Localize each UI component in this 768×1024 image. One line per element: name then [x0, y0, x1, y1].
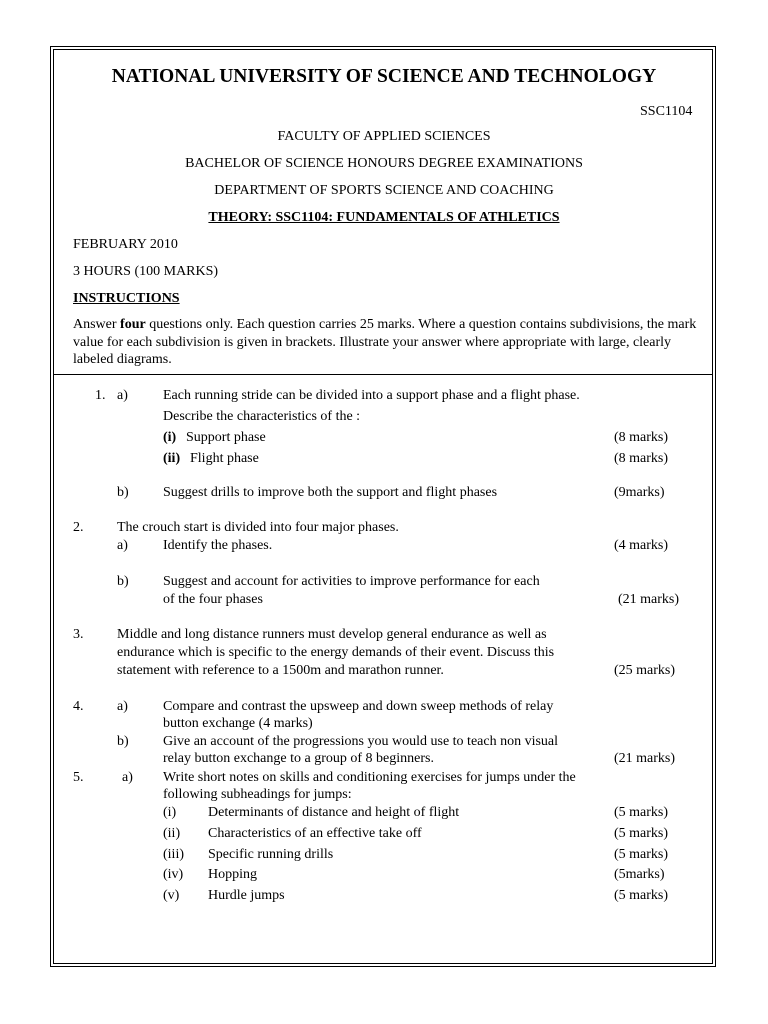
- q1-a-label: a): [117, 388, 128, 403]
- q1-i-marks: (8 marks): [614, 430, 669, 445]
- q3-line-3: statement with reference to a 1500m and marathon runner.: [117, 663, 444, 678]
- q2-b-text-2: of the four phases: [163, 592, 263, 607]
- q5-a-label: a): [122, 770, 133, 785]
- q3-number: 3.: [73, 627, 84, 642]
- q5-item-text: Determinants of distance and height of flight: [208, 805, 460, 820]
- instructions-part2: questions only. Each question carries 25 marks. Where a question contains subdivisions, the mark value for each subdivision is given in brackets. Illustrate your answer where appropriate with large, clearly labeled diagrams.: [73, 317, 697, 367]
- q5-item-text: Hurdle jumps: [208, 888, 285, 903]
- q5-a-text-2: following subheadings for jumps:: [163, 787, 352, 802]
- q1-b-text: Suggest drills to improve both the support and flight phases: [163, 485, 498, 500]
- q3-marks: (25 marks): [614, 663, 676, 678]
- q5-item-marks: (5marks): [614, 867, 665, 882]
- q2-a-label: a): [117, 538, 128, 553]
- exam-theory-text: THEORY: SSC1104: FUNDAMENTALS OF ATHLETICS: [208, 210, 560, 225]
- section-divider: [53, 374, 713, 375]
- q4-a-label: a): [117, 699, 128, 714]
- q5-item-label: (ii): [163, 826, 181, 841]
- q5-item-text: Specific running drills: [208, 847, 334, 862]
- q5-item-label: (i): [163, 805, 177, 820]
- q2-a-text: Identify the phases.: [163, 538, 273, 553]
- q1-i-label: (i): [163, 430, 177, 445]
- q4-number: 4.: [73, 699, 84, 714]
- q3-line-2: endurance which is specific to the energy demands of their event. Discuss this: [117, 645, 555, 660]
- q2-b-label: b): [117, 574, 129, 589]
- q4-b-text-1: Give an account of the progressions you would use to teach non visual: [163, 734, 559, 749]
- q1-number: 1.: [95, 388, 106, 403]
- instructions-bold: four: [120, 317, 146, 332]
- q5-item-label: (v): [163, 888, 180, 903]
- q5-item-marks: (5 marks): [614, 826, 669, 841]
- faculty-name: FACULTY OF APPLIED SCIENCES: [277, 129, 491, 144]
- q1-ii-text: Flight phase: [190, 451, 259, 466]
- course-code: SSC1104: [640, 104, 693, 119]
- q5-number: 5.: [73, 770, 84, 785]
- university-title: NATIONAL UNIVERSITY OF SCIENCE AND TECHNOLOGY: [111, 66, 657, 87]
- q2-b-text-1: Suggest and account for activities to improve performance for each: [163, 574, 540, 589]
- q4-a-text-2: button exchange (4 marks): [163, 716, 313, 731]
- exam-duration: 3 HOURS (100 MARKS): [73, 264, 219, 279]
- q5-item-text: Hopping: [208, 867, 257, 882]
- q4-a-text-1: Compare and contrast the upsweep and down sweep methods of relay: [163, 699, 554, 714]
- q4-b-label: b): [117, 734, 129, 749]
- q1-ii-label: (ii): [163, 451, 181, 466]
- q1-i-text: Support phase: [186, 430, 266, 445]
- q2-a-marks: (4 marks): [614, 538, 669, 553]
- q1-a-describe: Describe the characteristics of the :: [163, 409, 361, 424]
- q1-a-text: Each running stride can be divided into a support phase and a flight phase.: [163, 388, 580, 403]
- q1-ii-marks: (8 marks): [614, 451, 669, 466]
- q4-b-marks: (21 marks): [614, 751, 676, 766]
- q2-number: 2.: [73, 520, 84, 535]
- q5-a-text-1: Write short notes on skills and conditioning exercises for jumps under the: [163, 770, 576, 785]
- exam-theory-title: [0, 209, 768, 226]
- q1-b-marks: (9marks): [614, 485, 665, 500]
- q5-item-marks: (5 marks): [614, 805, 669, 820]
- q1-b-label: b): [117, 485, 129, 500]
- exam-date: FEBRUARY 2010: [73, 237, 178, 252]
- q5-item-text: Characteristics of an effective take off: [208, 826, 422, 841]
- instructions-text: [73, 316, 701, 369]
- q4-b-text-2: relay button exchange to a group of 8 beginners.: [163, 751, 434, 766]
- q5-item-label: (iii): [163, 847, 184, 862]
- q2-b-marks: (21 marks): [618, 592, 680, 607]
- department-name: DEPARTMENT OF SPORTS SCIENCE AND COACHING: [214, 183, 554, 198]
- instructions-part1: Answer: [73, 317, 121, 332]
- q5-item-marks: (5 marks): [614, 888, 669, 903]
- instructions-heading: INSTRUCTIONS: [73, 291, 180, 306]
- q3-line-1: Middle and long distance runners must develop general endurance as well as: [117, 627, 547, 642]
- q5-item-marks: (5 marks): [614, 847, 669, 862]
- q5-item-label: (iv): [163, 867, 184, 882]
- q2-intro: The crouch start is divided into four major phases.: [117, 520, 399, 535]
- degree-name: BACHELOR OF SCIENCE HONOURS DEGREE EXAMINATIONS: [185, 156, 583, 171]
